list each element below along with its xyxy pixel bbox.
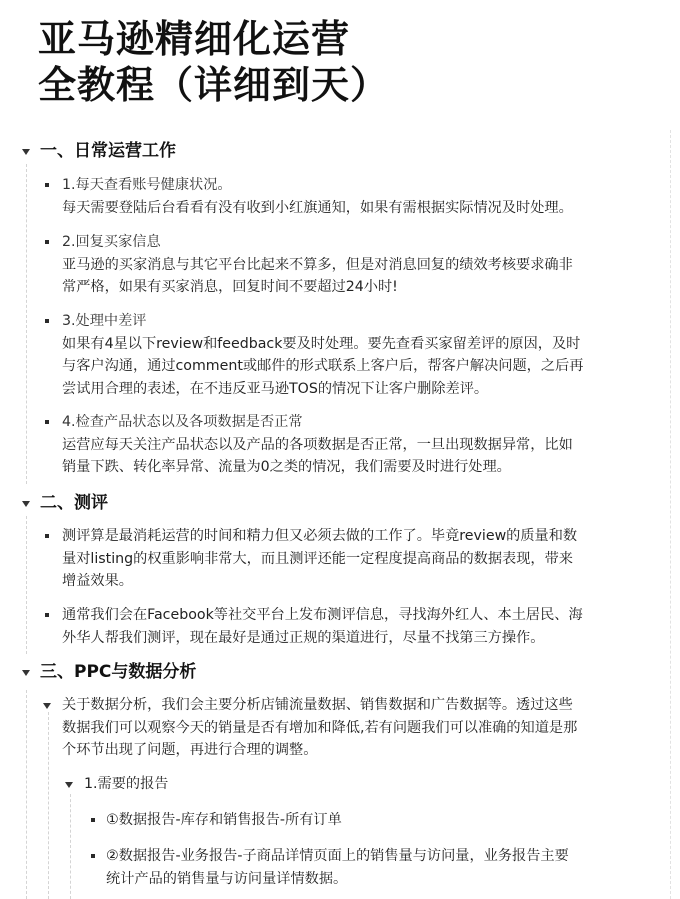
item-text-line: 运营应每天关注产品状态以及产品的各项数据是否正常，一旦出现数据异常，比如 [62,436,573,453]
reports-subheading [84,773,168,796]
bullet [45,420,49,424]
title-line-2: 全教程（详细到天） [38,63,390,107]
report-item-2 [106,845,569,890]
section-1-item-4 [62,411,573,479]
document-title [38,16,389,108]
title-line-1: 亚马逊精细化运营 [38,17,351,61]
section-3-collapse-toggle[interactable] [22,670,30,676]
item-text-line: 关于数据分析，我们会主要分析店铺流量数据、销售数据和广告数据等。透过这些 [62,697,573,713]
item-text-line: 与客户沟通，通过comment或邮件的形式联系上客户后，帮客户解决问题，之后再 [62,358,584,374]
section-3-item-1 [62,694,577,762]
item-text-line: 增益效果。 [62,573,133,589]
section-1-item-2 [62,231,573,299]
section-3-guide-line [26,690,27,899]
right-guide-line [670,130,671,899]
item-text-line: 外华人帮我们测评，现在最好是通过正规的渠道进行，尽量不找第三方操作。 [62,629,545,646]
bullet [45,319,49,323]
section-1-item-1 [62,174,573,219]
subheading-label: 1.需要的报告 [84,776,169,792]
bullet [91,818,95,822]
section-1-collapse-toggle[interactable] [22,149,30,155]
item-text-line: 量对listing的权重影响非常大，而且测评还能一定程度提高商品的数据表现，带来 [62,550,573,567]
item-text-line: ①数据报告-库存和销售报告-所有订单 [106,812,342,828]
section-2-guide-line [26,516,27,654]
item-text-line: 测评算是最消耗运营的时间和精力但又必须去做的工作了。毕竟review的质量和数 [62,528,578,544]
item-title: 1.每天查看账号健康状况。 [62,177,232,193]
section-1-item-3 [62,310,583,400]
report-item-1 [106,809,342,832]
bullet [45,534,49,538]
item-text-line: 尝试用合理的表述，在不违反亚马逊TOS的情况下让客户删除差评。 [62,380,489,397]
item-text-line: 销量下跌、转化率异常、流量为0之类的情况，我们需要及时进行处理。 [62,459,511,475]
section-1-heading: 一、日常运营工作 [40,141,176,161]
bullet [45,240,49,244]
reports-guide-line [70,794,71,899]
section-2-collapse-toggle[interactable] [22,501,30,507]
item-text-line: 个环节出现了问题，再进行合理的调整。 [62,742,318,758]
section-3-heading: 三、PPC与数据分析 [40,662,197,682]
item-text-line: 统计产品的销售量与访问量详情数据。 [106,870,348,887]
section-1-guide-line [26,164,27,484]
item-title: 4.检查产品状态以及各项数据是否正常 [62,414,303,430]
item-text-line: ②数据报告-业务报告-子商品详情页面上的销售量与访问量，业务报告主要 [106,848,569,864]
section-2-heading: 二、测评 [40,493,108,513]
item-text-line: 如果有4星以下review和feedback要及时处理。要先查看买家留差评的原因，及时 [62,335,581,352]
item-title: 2.回复买家信息 [62,234,161,250]
item-text-line: 常严格，如果有买家消息，回复时间不要超过24小时! [62,279,398,295]
item-title: 3.处理中差评 [62,313,147,329]
item-text-line: 亚马逊的买家消息与其它平台比起来不算多，但是对消息回复的绩效考核要求确非 [62,256,573,273]
item-text-line: 通常我们会在Facebook等社交平台上发布测评信息，寻找海外红人、本土居民、海 [62,607,583,623]
bullet [91,854,95,858]
section-2-item-1 [62,525,577,593]
ppc-item-guide-line [48,712,49,899]
section-2-item-2 [62,604,583,649]
item-text-line: 数据我们可以观察今天的销量是否有增加和降低,若有问题我们可以准确的知道是那 [62,719,578,736]
reports-collapse-toggle[interactable] [65,782,73,788]
item-text-line: 每天需要登陆后台看看有没有收到小红旗通知，如果有需根据实际情况及时处理。 [62,199,573,216]
ppc-item-collapse-toggle[interactable] [43,703,51,709]
bullet [45,183,49,187]
bullet [45,613,49,617]
